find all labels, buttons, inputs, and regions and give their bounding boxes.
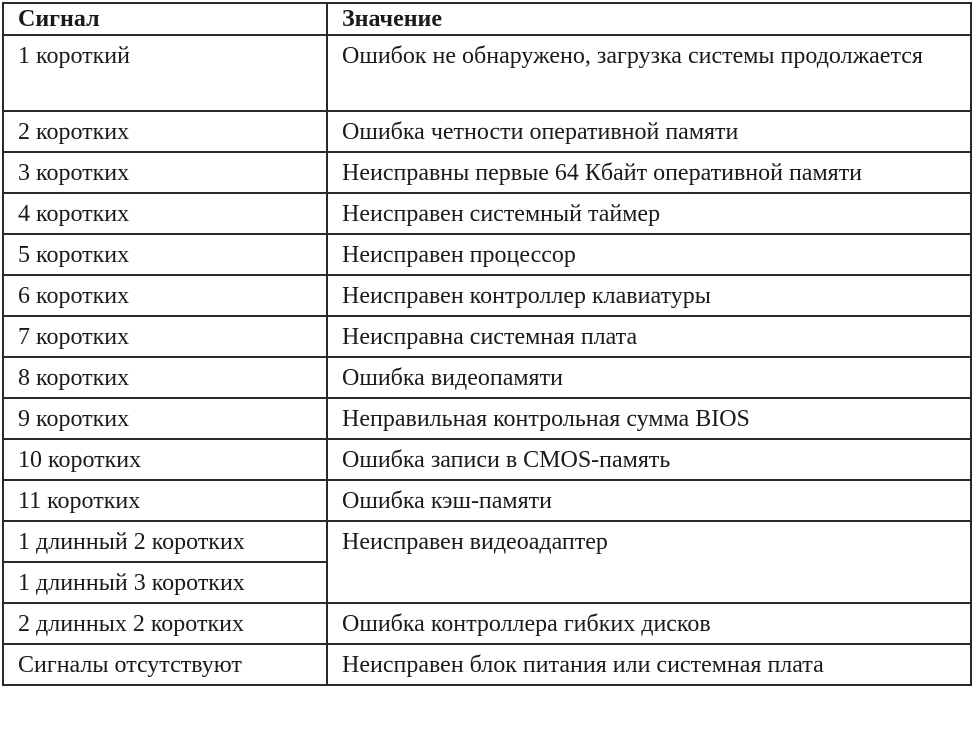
table-row — [3, 439, 971, 480]
beep-codes-table — [2, 2, 972, 686]
signal-cell: 9 коротких — [3, 398, 327, 439]
signal-cell: 2 коротких — [3, 111, 327, 152]
meaning-cell: Ошибка видеопамяти — [327, 357, 971, 398]
meaning-cell: Ошибка контроллера гибких дисков — [327, 603, 971, 644]
meaning-cell: Ошибка записи в CMOS-память — [327, 439, 971, 480]
table-row — [3, 480, 971, 521]
meaning-cell: Ошибка четности оперативной памяти — [327, 111, 971, 152]
table-row — [3, 603, 971, 644]
header-meaning: Значение — [327, 3, 971, 35]
signal-cell: 7 коротких — [3, 316, 327, 357]
table-row — [3, 521, 971, 562]
signal-cell: Сигналы отсутствуют — [3, 644, 327, 685]
table-row — [3, 111, 971, 152]
meaning-cell: Неисправен процессор — [327, 234, 971, 275]
signal-cell: 2 длинных 2 коротких — [3, 603, 327, 644]
meaning-cell: Ошибок не обнаружено, загрузка системы продолжается — [327, 35, 971, 111]
meaning-cell: Неисправен системный таймер — [327, 193, 971, 234]
signal-cell: 4 коротких — [3, 193, 327, 234]
signal-cell: 8 коротких — [3, 357, 327, 398]
table-row — [3, 275, 971, 316]
meaning-cell: Неисправны первые 64 Кбайт оперативной памяти — [327, 152, 971, 193]
table-row — [3, 35, 971, 111]
signal-cell: 10 коротких — [3, 439, 327, 480]
signal-cell: 3 коротких — [3, 152, 327, 193]
table-row — [3, 398, 971, 439]
signal-cell: 1 длинный 3 коротких — [3, 562, 327, 603]
signal-cell: 6 коротких — [3, 275, 327, 316]
table-row — [3, 234, 971, 275]
table-row — [3, 357, 971, 398]
table-row — [3, 316, 971, 357]
table-row — [3, 152, 971, 193]
meaning-cell: Неправильная контрольная сумма BIOS — [327, 398, 971, 439]
signal-cell: 1 короткий — [3, 35, 327, 111]
signal-cell: 5 коротких — [3, 234, 327, 275]
signal-cell: 11 коротких — [3, 480, 327, 521]
meaning-cell: Неисправен блок питания или системная плата — [327, 644, 971, 685]
table-header-row — [3, 3, 971, 35]
meaning-cell: Ошибка кэш-памяти — [327, 480, 971, 521]
meaning-cell: Неисправен видеоадаптер — [327, 521, 971, 603]
header-signal: Сигнал — [3, 3, 327, 35]
signal-cell: 1 длинный 2 коротких — [3, 521, 327, 562]
meaning-cell: Неисправна системная плата — [327, 316, 971, 357]
meaning-cell: Неисправен контроллер клавиатуры — [327, 275, 971, 316]
table-row — [3, 193, 971, 234]
table-row — [3, 644, 971, 685]
